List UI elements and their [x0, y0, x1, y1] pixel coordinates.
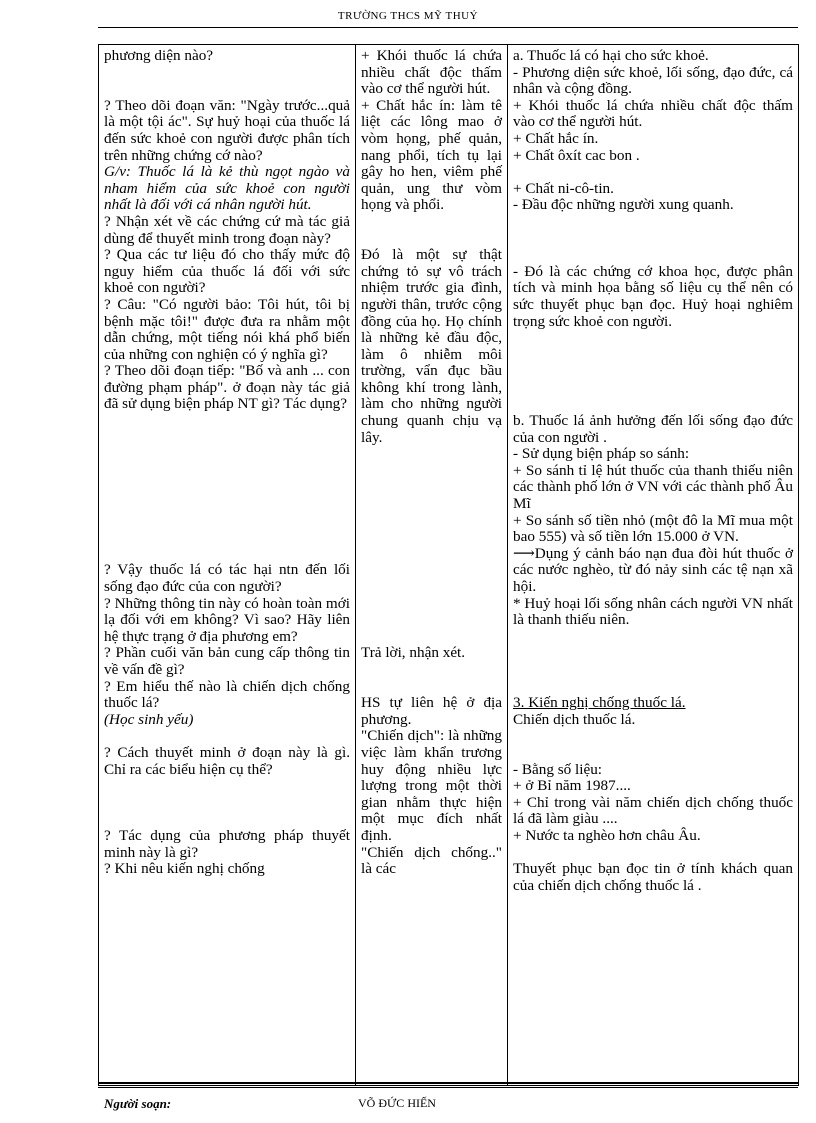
teacher-question: phương diện nào? — [104, 47, 214, 64]
lesson-content: + Chất ôxít cac bon . — [513, 146, 640, 164]
spacer — [361, 662, 502, 695]
student-activity: Đó là một sự thật chứng tỏ sự vô trách nhiệm trước gia đình, người thân, trước cộng đồng của họ. Họ chính là những kẻ đầu độc, làm ô nhiễm môi trường, vẩn đục bầu không khí trong lành, làm cho những người chung quanh chịu vạ lây. — [361, 246, 502, 446]
lesson-content-column — [508, 45, 799, 1086]
lesson-content: * Huỷ hoại lối sống nhân cách người VN nhất là thanh thiếu niên. — [513, 594, 793, 629]
teacher-question: ? Phần cuối văn bản cung cấp thông tin về vấn đề gì? — [104, 644, 350, 679]
lesson-content: - Đó là các chứng cớ khoa học, được phân tích và minh họa bằng số liệu cụ thể nên có sức thuyết phục bạn đọc. Huỷ hoại nghiêm trọng sức khoẻ con người. — [513, 262, 793, 330]
lesson-content: b. Thuốc lá ảnh hưởng đến lối sống đạo đức của con người . — [513, 412, 793, 446]
teacher-question: G/v: Thuốc lá là kẻ thù ngọt ngào và nham hiểm của sức khoẻ con người nhất là đối với cá nhân người hút. — [104, 163, 350, 214]
spacer — [513, 330, 793, 413]
teacher-question: ? Khi nêu kiến nghị chống — [104, 860, 265, 878]
lesson-content: - Sử dụng biện pháp so sánh: — [513, 445, 690, 463]
header-divider — [98, 27, 798, 28]
spacer — [104, 728, 350, 745]
lesson-content: + Chất ni-cô-tin. — [513, 179, 614, 197]
teacher-questions-column — [99, 45, 356, 1086]
spacer — [513, 214, 793, 264]
spacer — [104, 778, 350, 828]
lesson-content: Chiến dịch thuốc lá. — [513, 710, 636, 728]
teacher-question: ? Cách thuyết minh ở đoạn này là gì. Chỉ ra các biểu hiện cụ thể? — [104, 743, 350, 778]
spacer — [513, 728, 793, 761]
teacher-question: (Học sinh yếu) — [104, 710, 194, 728]
page-header: TRƯỜNG THCS MỸ THUỶ — [337, 10, 479, 22]
lesson-content: + So sánh tỉ lệ hút thuốc của thanh thiếu niên các thành phố lớn ở VN với các thành phố Âu Mĩ — [513, 461, 793, 513]
lesson-content: + Khói thuốc lá chứa nhiều chất độc thấm vào cơ thể người hút. — [513, 96, 793, 131]
lesson-content: - Bằng số liệu: — [513, 760, 603, 778]
lesson-content: + Chất hắc ín. — [513, 129, 599, 147]
footer-author-label: Người soạn: — [104, 1096, 172, 1111]
lesson-content: a. Thuốc lá có hại cho sức khoẻ. — [513, 47, 709, 64]
spacer — [104, 65, 350, 98]
student-activity: HS tự liên hệ ở địa phương. — [361, 694, 502, 728]
teacher-question: ? Những thông tin này có hoàn toàn mới lạ đối với em không? Vì sao? Hãy liên hệ thực trạng ở địa phương em? — [104, 594, 350, 645]
spacer — [361, 446, 502, 645]
lesson-content: - Phương diện sức khoẻ, lối sống, đạo đức, cá nhân và cộng đồng. — [513, 63, 793, 98]
lesson-content: ⟶Dụng ý cảnh báo nạn đua đòi hút thuốc ở các nước nghèo, từ đó nảy sinh các tệ nạn xã hội. — [513, 544, 793, 596]
teacher-question: ? Vậy thuốc lá có tác hại ntn đến lối sống đạo đức của con người? — [104, 561, 350, 596]
teacher-question: ? Tác dụng của phương pháp thuyết minh này là gì? — [104, 826, 350, 861]
spacer — [104, 413, 350, 562]
teacher-question: ? Qua các tư liệu đó cho thấy mức độ nguy hiểm của thuốc lá đối với sức khoẻ con người? — [104, 246, 350, 297]
student-activity: "Chiến dịch": là những việc làm khẩn trương huy động nhiều lực lượng trong một thời gian nhằm thực hiện một mục đích nhất định. — [361, 727, 502, 844]
spacer — [513, 629, 793, 695]
student-activity: Trả lời, nhận xét. — [361, 644, 466, 662]
footer-divider-thick — [98, 1082, 798, 1084]
footer-author-name: VÕ ĐỨC HIẾN — [358, 1096, 436, 1110]
lesson-content: + ở Bỉ năm 1987.... — [513, 777, 631, 795]
teacher-question: ? Theo dõi đoạn văn: "Ngày trước...quả là một tội ác". Sự huỷ hoại của thuốc lá đến sức khoẻ con người được phân tích trên những chứng cớ nào? — [104, 96, 350, 164]
teacher-question: ? Theo dõi đoạn tiếp: "Bố và anh ... con đường phạm pháp". ở đoạn này tác giả đã sử dụng biện pháp NT gì? Tác dụng? — [104, 362, 350, 413]
teacher-question: ? Câu: "Có người bảo: Tôi hút, tôi bị bệnh mặc tôi!" được đưa ra nhằm một dẫn chứng, một tiếng nói khá phổ biến của những con nghiện có ý nghĩa gì? — [104, 295, 350, 363]
lesson-content: + Nước ta nghèo hơn châu Âu. — [513, 826, 701, 844]
teacher-question: ? Nhận xét về các chứng cứ mà tác giả dùng để thuyết minh trong đoạn này? — [104, 212, 350, 247]
lesson-content: + Chỉ trong vài năm chiến dịch chống thuốc lá đã làm giàu .... — [513, 793, 793, 828]
lesson-content: - Đầu độc những người xung quanh. — [513, 196, 734, 214]
footer-divider-thin — [98, 1087, 798, 1088]
student-activity: "Chiến dịch chống.." là các — [361, 843, 502, 878]
lesson-content: 3. Kiến nghị chống thuốc lá. — [513, 694, 686, 712]
student-activity: + Khói thuốc lá chứa nhiều chất độc thấm vào cơ thể người hút. — [361, 47, 502, 98]
arrow-right-icon: ⟶ — [513, 544, 535, 562]
teacher-question: ? Em hiểu thế nào là chiến dịch chống thuốc lá? — [104, 677, 350, 712]
lesson-content: Thuyết phục bạn đọc tin ở tính khách quan của chiến dịch chống thuốc lá . — [513, 860, 793, 894]
lesson-content: + So sánh số tiền nhỏ (một đô la Mĩ mua một bao 555) và số tiền lớn 15.000 ở VN. — [513, 511, 793, 546]
student-activity: + Chất hắc ín: làm tê liệt các lông mao ở vòm họng, phế quản, nang phổi, tích tụ lại gây ho hen, viêm phế quản, ung thư vòm họng và phổi. — [361, 96, 502, 214]
spacer — [513, 845, 793, 862]
student-activities-column — [356, 45, 508, 1086]
lesson-table — [98, 44, 799, 1086]
spacer — [513, 164, 793, 181]
spacer — [361, 214, 502, 247]
